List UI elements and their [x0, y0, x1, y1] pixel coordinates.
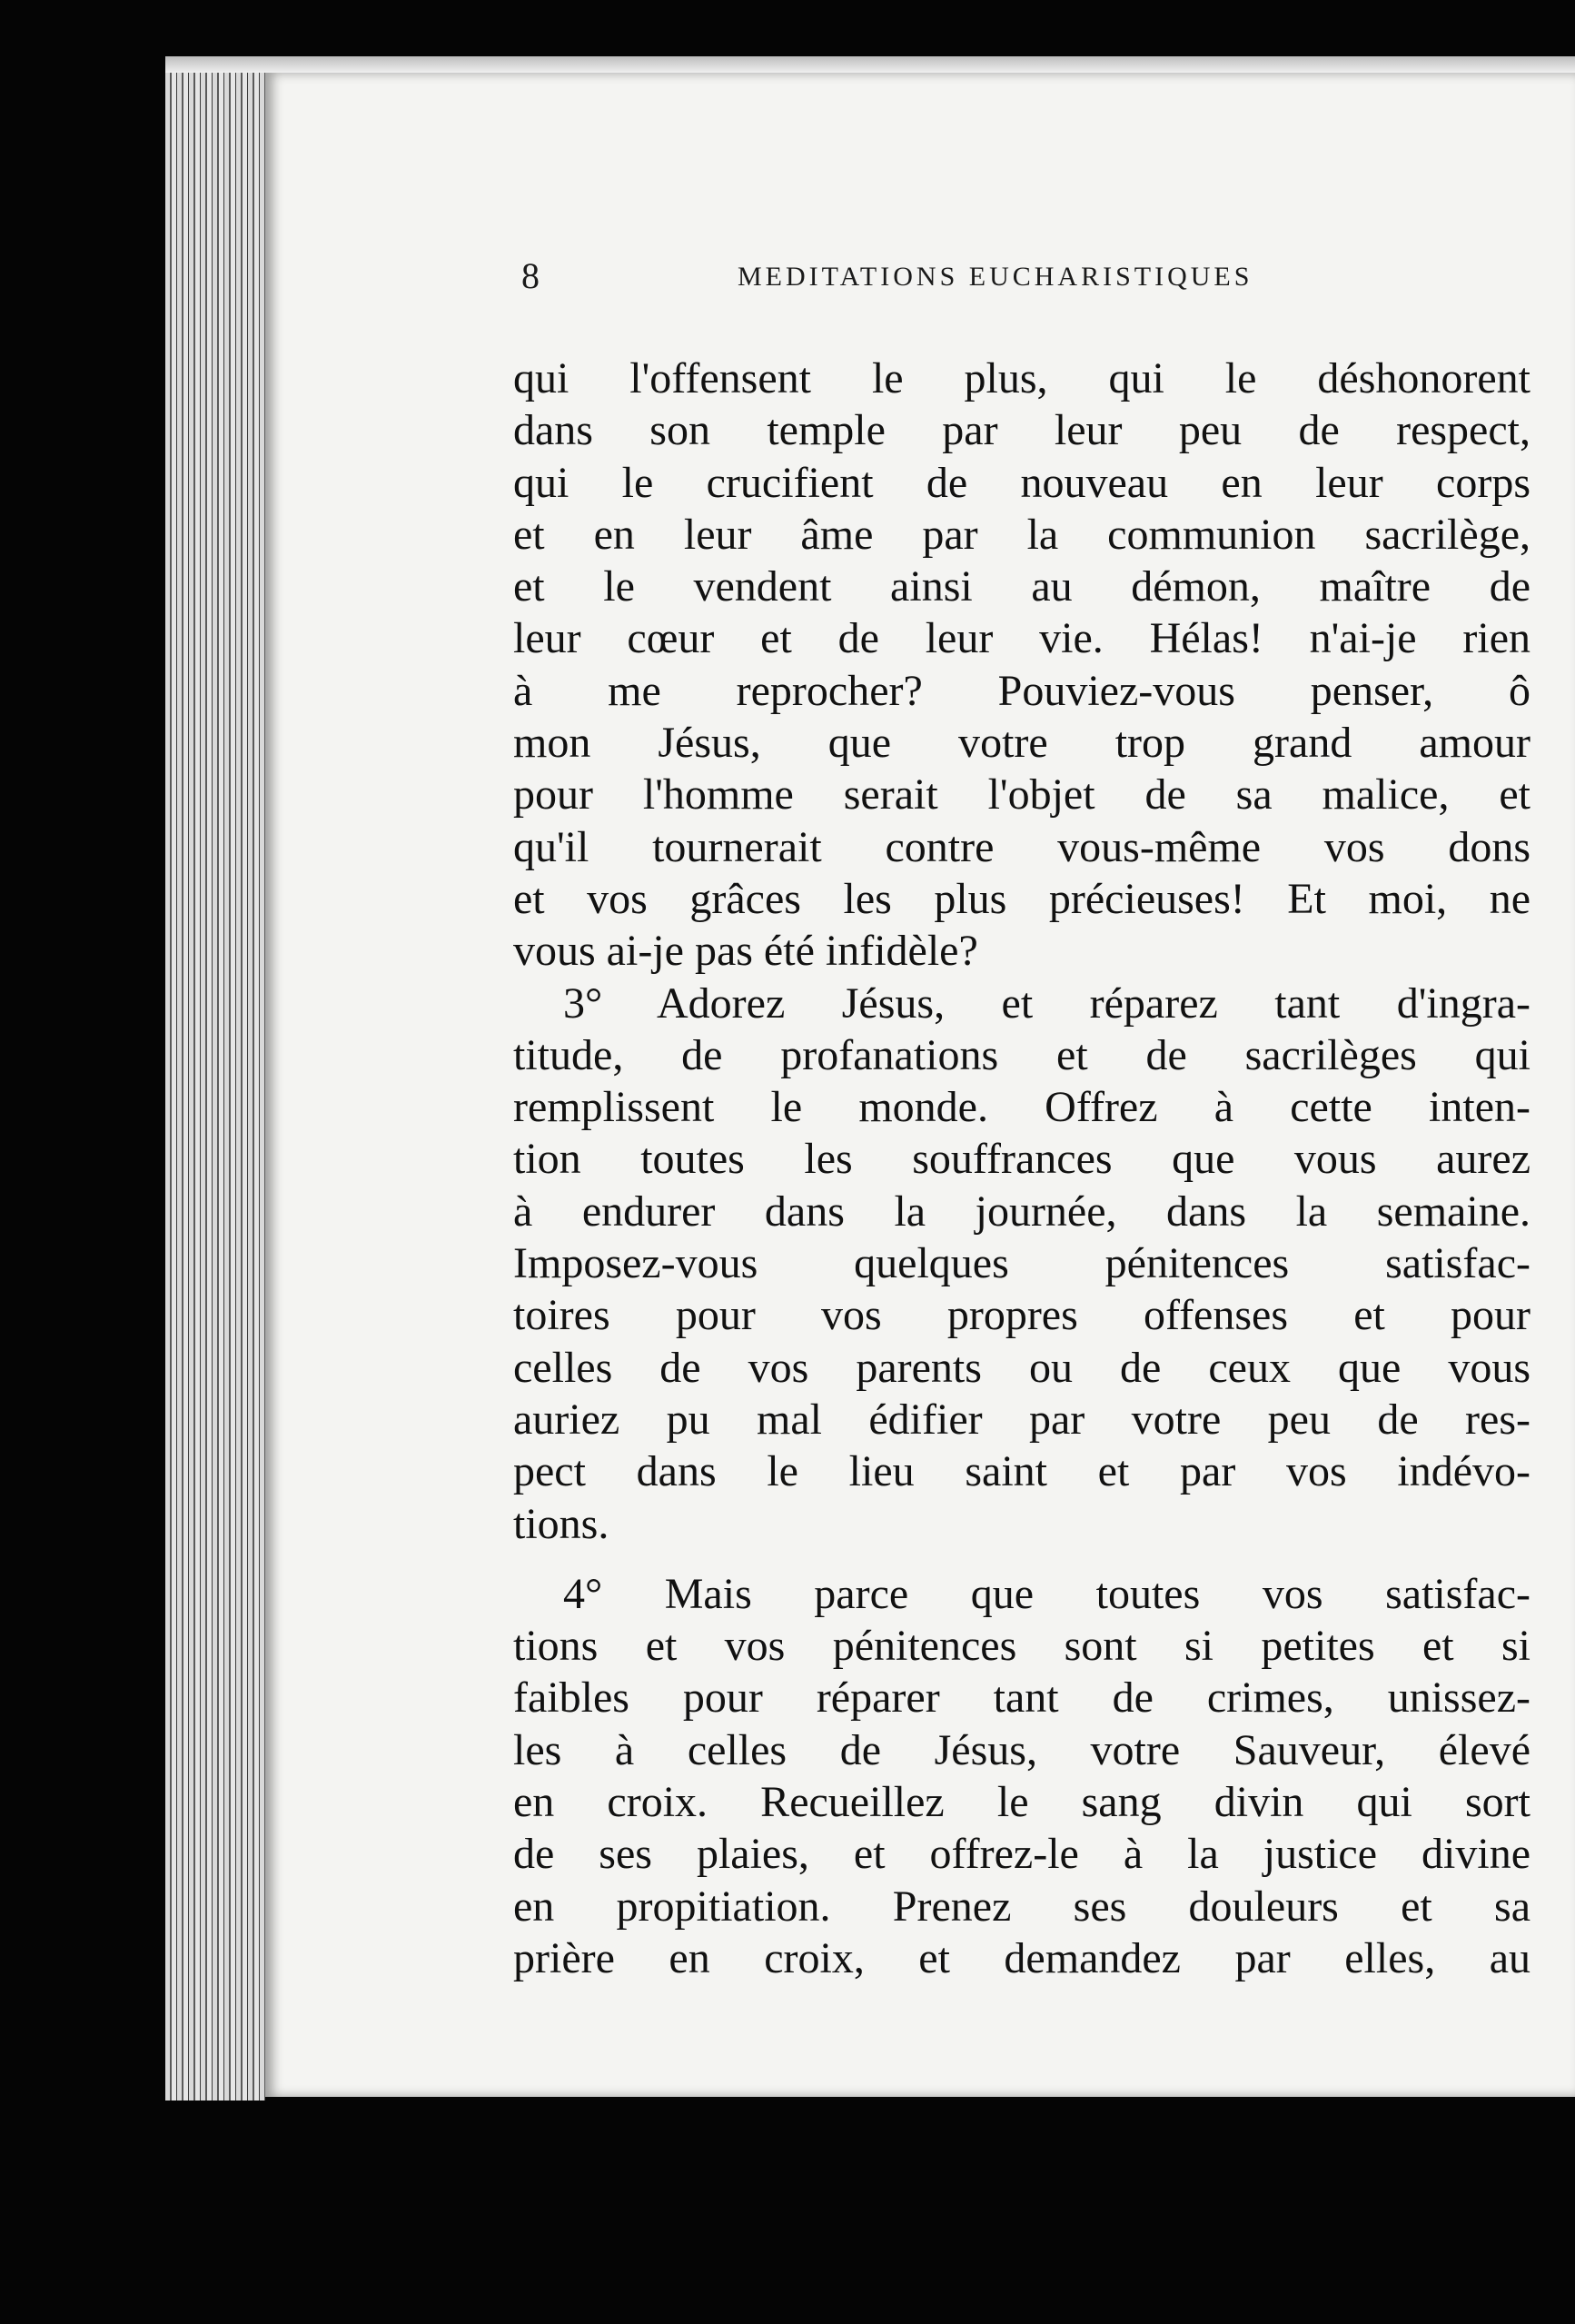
text-line: toires pour vos propres offenses et pour	[513, 1291, 1530, 1340]
body-text	[513, 353, 1530, 1984]
text-line: vous ai-je pas été infidèle?	[513, 927, 978, 976]
text-line: titude, de profanations et de sacrilèges qui	[513, 1030, 1530, 1079]
text-line: tions et vos pénitences sont si petites et si	[513, 1622, 1530, 1671]
text-line: tions.	[513, 1499, 609, 1548]
paragraph	[513, 978, 1530, 1550]
text-line: à endurer dans la journée, dans la semaine.	[513, 1187, 1530, 1236]
page-number: 8	[521, 255, 540, 296]
running-head-title: MEDITATIONS EUCHARISTIQUES	[738, 262, 1253, 292]
text-line: en croix. Recueillez le sang divin qui sort	[513, 1778, 1530, 1827]
text-line: tion toutes les souffrances que vous aurez	[513, 1135, 1530, 1184]
running-head	[521, 254, 1339, 300]
paragraph	[513, 353, 1530, 978]
paragraph	[513, 1568, 1530, 1984]
text-line: prière en croix, et demandez par elles, au	[513, 1933, 1530, 1982]
text-line: dans son temple par leur peu de respect,	[513, 406, 1530, 455]
text-line: pour l'homme serait l'objet de sa malice, et	[513, 770, 1530, 819]
text-line: qui l'offensent le plus, qui le déshonorent	[513, 354, 1530, 402]
text-line: et vos grâces les plus précieuses! Et moi, ne	[513, 874, 1530, 923]
text-line: Imposez-vous quelques pénitences satisfac-	[513, 1239, 1530, 1288]
text-line: remplissent le monde. Offrez à cette inten-	[513, 1083, 1530, 1132]
text-line: faibles pour réparer tant de crimes, unissez-	[513, 1673, 1530, 1723]
text-line: et en leur âme par la communion sacrilège,	[513, 510, 1530, 559]
text-line: et le vendent ainsi au démon, maître de	[513, 562, 1530, 611]
text-line: celles de vos parents ou de ceux que vous	[513, 1343, 1530, 1392]
text-line: qu'il tournerait contre vous-même vos dons	[513, 822, 1530, 871]
text-line: qui le crucifient de nouveau en leur corps	[513, 458, 1530, 507]
text-line: leur cœur et de leur vie. Hélas! n'ai-je rien	[513, 614, 1530, 663]
text-line: à me reprocher? Pouviez-vous penser, ô	[513, 666, 1530, 715]
text-line: pect dans le lieu saint et par vos indévo-	[513, 1447, 1530, 1496]
text-line: en propitiation. Prenez ses douleurs et sa	[513, 1882, 1530, 1931]
page-edges	[165, 56, 265, 2101]
text-line: 4° Mais parce que toutes vos satisfac-	[563, 1569, 1530, 1618]
text-line: auriez pu mal édifier par votre peu de res-	[513, 1395, 1530, 1444]
paragraph-gap	[513, 1550, 1530, 1568]
text-line: les à celles de Jésus, votre Sauveur, élevé	[513, 1725, 1530, 1774]
text-line: mon Jésus, que votre trop grand amour	[513, 719, 1530, 768]
text-line: 3° Adorez Jésus, et réparez tant d'ingra-	[563, 978, 1530, 1028]
page-edges-top	[165, 56, 1575, 73]
text-line: de ses plaies, et offrez-le à la justice divine	[513, 1830, 1530, 1879]
